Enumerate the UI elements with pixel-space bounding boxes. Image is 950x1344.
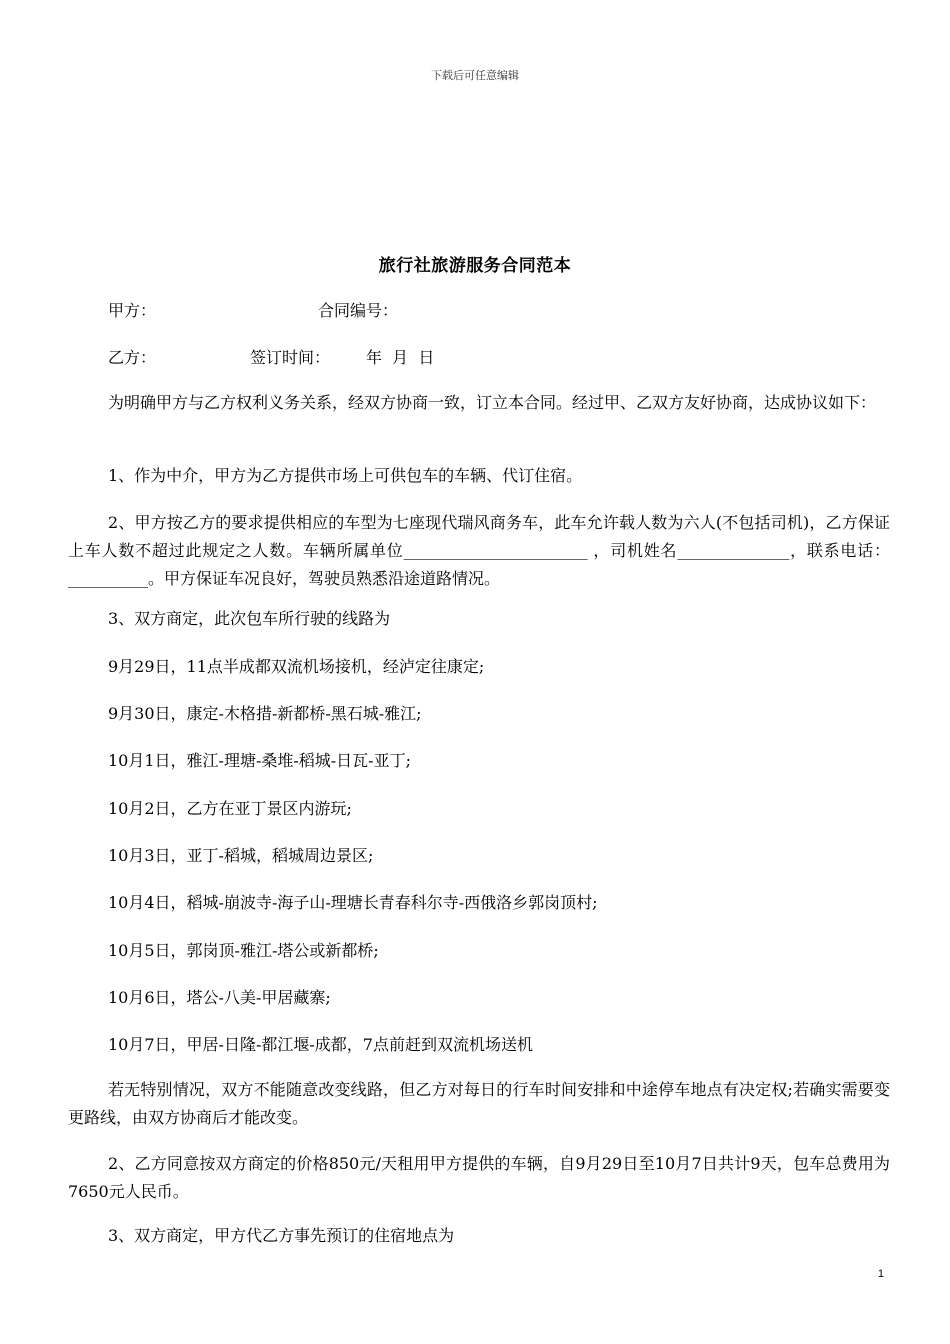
paragraph-intro: 为明确甲方与乙方权利义务关系，经双方协商一致，订立本合同。经过甲、乙双方友好协商，达成协议如下： bbox=[108, 393, 877, 412]
itinerary-item: 10月1日，雅江-理塘-桑堆-稻城-日瓦-亚丁; bbox=[108, 751, 411, 770]
party-a-label: 甲方： bbox=[108, 301, 157, 320]
sign-time-label: 签订时间： bbox=[250, 348, 331, 367]
sign-date-placeholder: 年 月 日 bbox=[366, 348, 435, 367]
contract-no-label: 合同编号： bbox=[318, 301, 399, 320]
paragraph-route-change: 若无特别情况，双方不能随意改变线路，但乙方对每日的行车时间安排和中途停车地点有决定权;若确实需要变更路线，由双方协商后才能改变。 bbox=[68, 1080, 890, 1127]
itinerary-item: 10月6日，塔公-八美-甲居藏寨; bbox=[108, 988, 331, 1007]
header-note: 下载后可任意编辑 bbox=[431, 69, 519, 82]
itinerary-item: 9月30日，康定-木格措-新都桥-黑石城-雅江; bbox=[108, 704, 422, 723]
page-number: 1 bbox=[877, 1268, 884, 1280]
itinerary-item: 9月29日，11点半成都双流机场接机，经泸定往康定; bbox=[108, 657, 485, 676]
itinerary-item: 10月2日，乙方在亚丁景区内游玩; bbox=[108, 799, 352, 818]
itinerary-item: 10月4日，稻城-崩波寺-海子山-理塘长青春科尔寺-西俄洛乡郭岗顶村; bbox=[108, 893, 598, 912]
itinerary-item: 10月7日，甲居-日隆-都江堰-成都，7点前赶到双流机场送机 bbox=[108, 1035, 533, 1054]
party-b-label: 乙方： bbox=[108, 348, 157, 367]
paragraph-price: 2、乙方同意按双方商定的价格850元/天租用甲方提供的车辆，自9月29日至10月7日共计9天，包车总费用为7650元人民币。 bbox=[68, 1154, 890, 1201]
paragraph-clause-3: 3、双方商定，此次包车所行驶的线路为 bbox=[108, 609, 391, 628]
paragraph-clause-2: 2、甲方按乙方的要求提供相应的车型为七座现代瑞风商务车，此车允许载人数为六人(不包括司机)，乙方保证上车人数不超过此规定之人数。车辆所属单位_______________________ ，司机姓名______________，联系电话： __________。甲方保证车况良好，驾驶员熟悉沿途道路情况。 bbox=[68, 513, 890, 588]
itinerary-item: 10月3日，亚丁-稻城，稻城周边景区; bbox=[108, 846, 374, 865]
itinerary-item: 10月5日，郭岗顶-雅江-塔公或新都桥; bbox=[108, 941, 379, 960]
document-title: 旅行社旅游服务合同范本 bbox=[378, 256, 572, 276]
paragraph-accommodation: 3、双方商定，甲方代乙方事先预订的住宿地点为 bbox=[108, 1226, 455, 1245]
paragraph-clause-1: 1、作为中介，甲方为乙方提供市场上可供包车的车辆、代订住宿。 bbox=[108, 466, 583, 485]
